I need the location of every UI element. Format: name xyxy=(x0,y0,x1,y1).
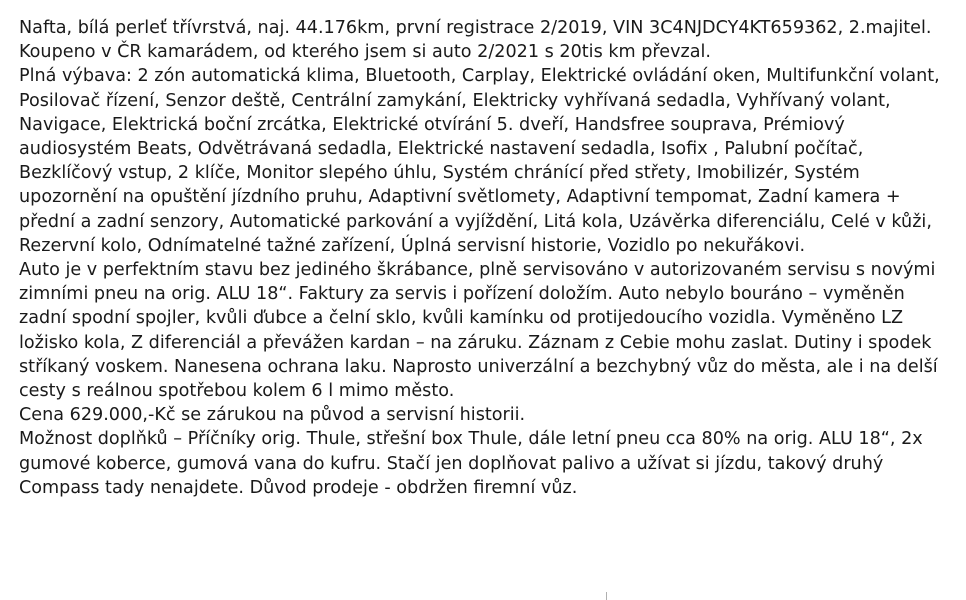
edge-divider xyxy=(606,592,607,600)
extras-paragraph: Možnost doplňků – Příčníky orig. Thule, střešní box Thule, dále letní pneu cca 80% na orig. ALU 18“, 2x gumové koberce, gumová vana do kufru. Stačí jen doplňovat palivo a užívat si jízdu, takový druhý Compass tady nenajdete. Důvod prodeje - obdržen firemní vůz. xyxy=(19,429,923,498)
price-paragraph: Cena 629.000,-Kč se zárukou na původ a servisní historii. xyxy=(19,405,526,426)
intro-paragraph: Nafta, bílá perleť třívrstvá, naj. 44.176km, první registrace 2/2019, VIN 3C4NJDCY4KT659362, 2.majitel. Koupeno v ČR kamarádem, od kterého jsem si auto 2/2021 s 20tis km převzal. xyxy=(19,18,932,63)
condition-paragraph: Auto je v perfektním stavu bez jediného škrábance, plně servisováno v autorizovaném servisu s novými zimními pneu na orig. ALU 18“. Faktury za servis i pořízení doložím. Auto nebylo bouráno – vyměněn zadní spodní spojler, kvůli ďubce a čelní sklo, kvůli kamínku od protijedoucího vozidla. Vyměněno LZ ložisko kola, Z diferenciál a převážen kardan – na záruku. Záznam z Cebie mohu zaslat. Dutiny i spodek stříkaný voskem. Nanesena ochrana laku. Naprosto univerzální a bezchybný vůz do města, ale i na delší cesty s reálnou spotřebou kolem 6 l mimo město. xyxy=(19,260,938,402)
equipment-paragraph: Plná výbava: 2 zón automatická klima, Bluetooth, Carplay, Elektrické ovládání oken, Multifunkční volant, Posilovač řízení, Senzor deště, Centrální zamykání, Elektricky vyhřívaná sedadla, Vyhřívaný volant, Navigace, Elektrická boční zrcátka, Elektrické otvírání 5. dveří, Handsfree souprava, Prémiový audiosystém Beats, Odvětrávaná sedadla, Elektrické nastavení sedadla, Isofix , Palubní počítač, Bezklíčový vstup, 2 klíče, Monitor slepého úhlu, Systém chránící před střety, Imobilizér, Systém upozornění na opuštění jízdního pruhu, Adaptivní světlomety, Adaptivní tempomat, Zadní kamera + přední a zadní senzory, Automatické parkování a vyjíždění, Litá kola, Uzávěrka diferenciálu, Celé v kůži, Rezervní kolo, Odnímatelné tažné zařízení, Úplná servisní historie, Vozidlo po nekuřákovi. xyxy=(19,66,940,256)
listing-description xyxy=(19,16,949,500)
